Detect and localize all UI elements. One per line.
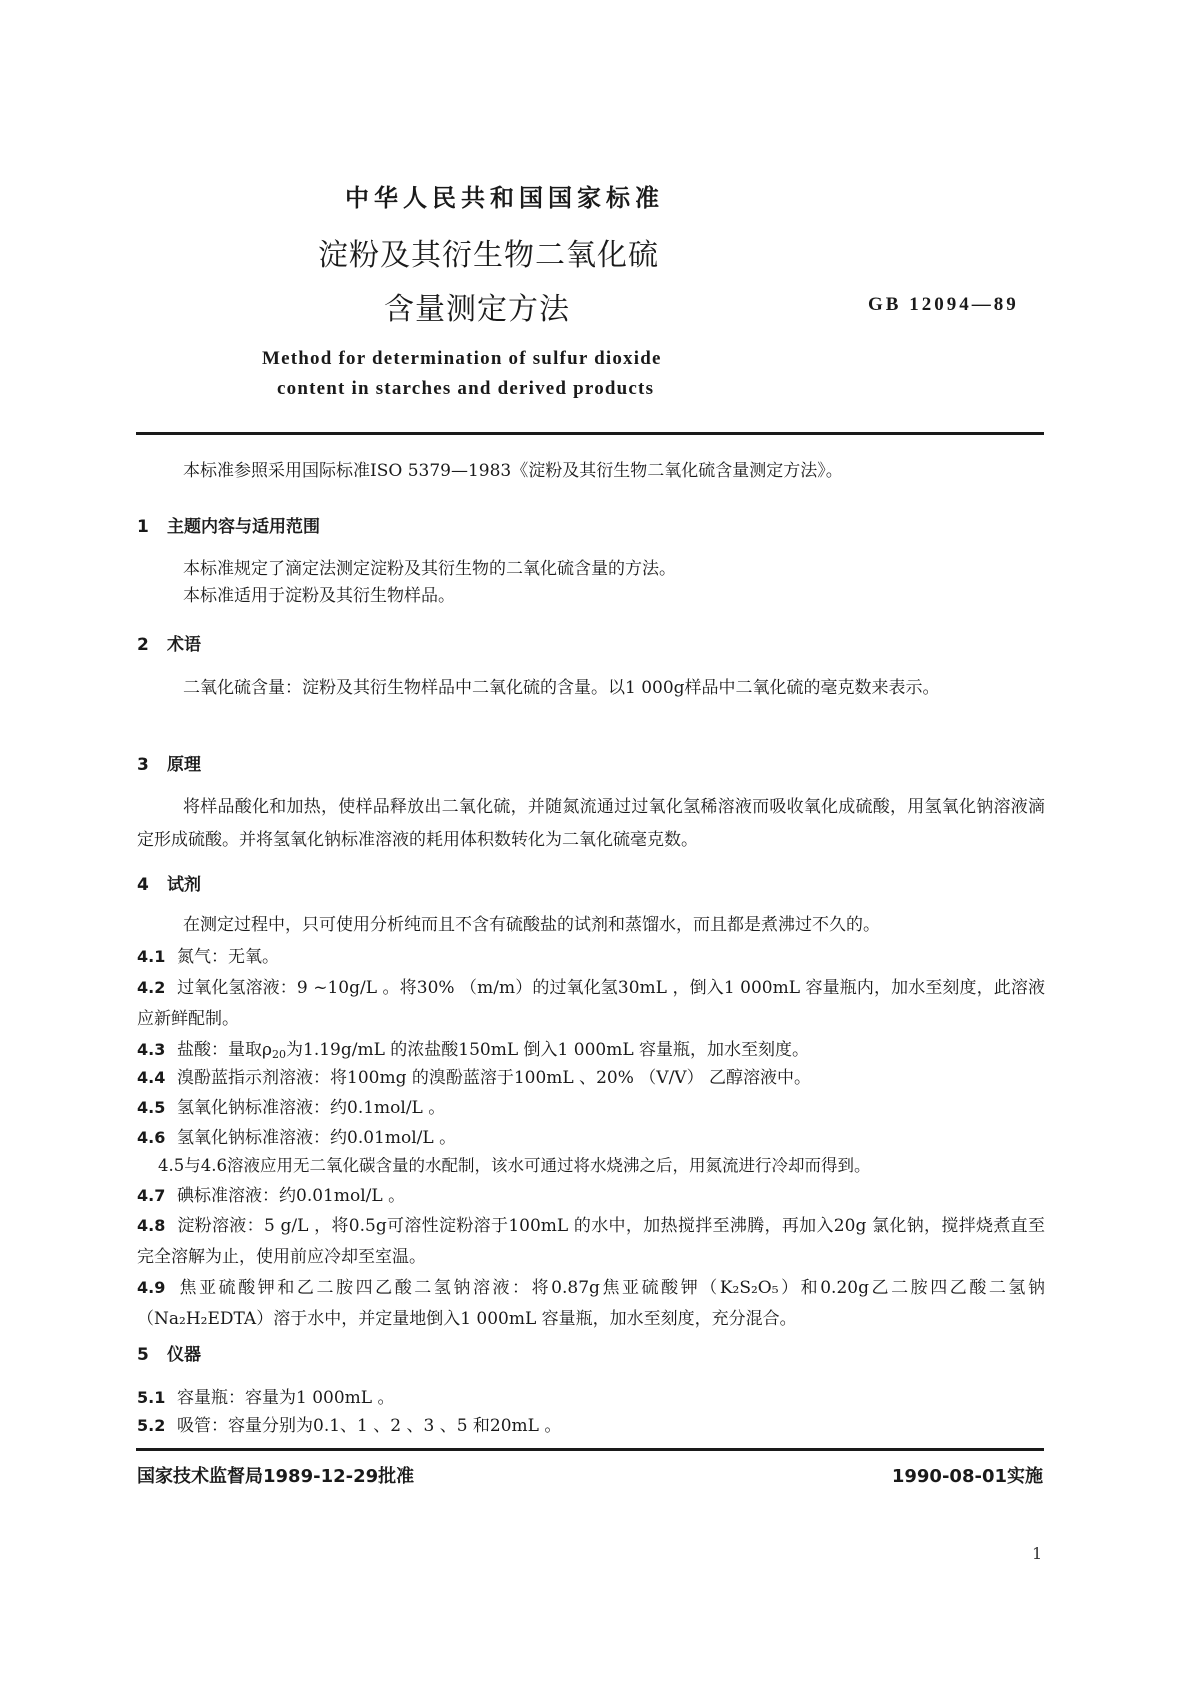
section-title: 主题内容与适用范围 bbox=[167, 517, 320, 537]
clause-number: 4.7 bbox=[137, 1186, 166, 1205]
section-title: 术语 bbox=[167, 635, 201, 655]
section-1-para-2: 本标准适用于淀粉及其衍生物样品。 bbox=[183, 586, 455, 606]
clause-number: 5.2 bbox=[137, 1416, 166, 1435]
section-5-heading bbox=[137, 1340, 201, 1365]
clause-4-7 bbox=[137, 1180, 1045, 1212]
foreword: 本标准参照采用国际标准ISO 5379—1983《淀粉及其衍生物二氧化硫含量测定方法》。 bbox=[183, 461, 843, 481]
standard-number: GB 12094—89 bbox=[868, 294, 1019, 315]
section-1-heading bbox=[137, 512, 320, 537]
clause-text: 淀粉溶液：5 g/L ，将0.5g可溶性淀粉溶于100mL 的水中，加热搅拌至沸腾，再加入20g 氯化钠，搅拌烧煮直至完全溶解为止，使用前应冷却至室温。 bbox=[137, 1216, 1045, 1267]
section-number: 3 bbox=[137, 755, 149, 775]
title-zh-line1: 淀粉及其衍生物二氧化硫 bbox=[318, 238, 659, 273]
section-number: 4 bbox=[137, 875, 149, 895]
clause-4-2 bbox=[137, 972, 1045, 1035]
clause-number: 4.5 bbox=[137, 1098, 166, 1117]
title-en-line1: Method for determination of sulfur dioxide bbox=[262, 348, 662, 369]
section-4-heading bbox=[137, 870, 201, 895]
clause-subscript: 20 bbox=[272, 1048, 286, 1061]
section-title: 试剂 bbox=[167, 875, 201, 895]
clause-number: 4.2 bbox=[137, 978, 166, 997]
section-title: 仪器 bbox=[167, 1345, 201, 1365]
clause-number: 4.1 bbox=[137, 947, 166, 966]
effective-date: 1990-08-01实施 bbox=[891, 1466, 1043, 1487]
section-number: 1 bbox=[137, 517, 149, 537]
clause-text: 容量瓶：容量为1 000mL 。 bbox=[177, 1388, 395, 1408]
clause-text-after: 为1.19g/mL 的浓盐酸150mL 倒入1 000mL 容量瓶，加水至刻度。 bbox=[286, 1040, 810, 1060]
section-title: 原理 bbox=[167, 755, 201, 775]
top-rule bbox=[136, 432, 1044, 435]
clause-4-9 bbox=[137, 1272, 1045, 1335]
section-3-heading bbox=[137, 750, 201, 775]
section-4-intro: 在测定过程中，只可使用分析纯而且不含有硫酸盐的试剂和蒸馏水，而且都是煮沸过不久的。 bbox=[183, 915, 880, 935]
clause-5-2 bbox=[137, 1410, 1045, 1442]
clause-text: 焦亚硫酸钾和乙二胺四乙酸二氢钠溶液：将0.87g焦亚硫酸钾（K₂S₂O₅）和0.20g乙二胺四乙酸二氢钠（Na₂H₂EDTA）溶于水中，并定量地倒入1 000mL 容量瓶，加水至刻度，充分混合。 bbox=[137, 1278, 1045, 1329]
clause-number: 4.8 bbox=[137, 1216, 166, 1235]
title-en-line2: content in starches and derived products bbox=[277, 378, 655, 399]
clause-number: 4.9 bbox=[137, 1278, 166, 1297]
clause-number: 4.3 bbox=[137, 1040, 166, 1059]
title-zh-line2: 含量测定方法 bbox=[384, 292, 570, 327]
bottom-rule bbox=[136, 1448, 1044, 1451]
section-number: 2 bbox=[137, 635, 149, 655]
section-3-para-1: 将样品酸化和加热，使样品释放出二氧化硫，并随氮流通过过氧化氢稀溶液而吸收氧化成硫酸，用氢氧化钠溶液滴定形成硫酸。并将氢氧化钠标准溶液的耗用体积数转化为二氧化硫毫克数。 bbox=[137, 797, 1045, 850]
clause-text: 氢氧化钠标准溶液：约0.1mol/L 。 bbox=[177, 1098, 446, 1118]
clause-number: 4.4 bbox=[137, 1068, 166, 1087]
page-number: 1 bbox=[1032, 1544, 1043, 1563]
section-2-para-1: 二氧化硫含量：淀粉及其衍生物样品中二氧化硫的含量。以1 000g样品中二氧化硫的毫克数来表示。 bbox=[183, 678, 940, 698]
clause-text: 溴酚蓝指示剂溶液：将100mg 的溴酚蓝溶于100mL 、20% （V/V） 乙醇溶液中。 bbox=[177, 1068, 811, 1088]
national-standard-heading: 中华人民共和国国家标准 bbox=[345, 184, 664, 212]
clause-text: 氢氧化钠标准溶液：约0.01mol/L 。 bbox=[177, 1128, 457, 1148]
clause-4-5 bbox=[137, 1092, 1045, 1124]
clause-4-5-4-6-note: 4.5与4.6溶液应用无二氧化碳含量的水配制，该水可通过将水烧沸之后，用氮流进行冷却而得到。 bbox=[158, 1156, 871, 1175]
approval-date: 国家技术监督局1989-12-29批准 bbox=[137, 1466, 415, 1487]
clause-text: 氮气：无氧。 bbox=[177, 947, 279, 967]
section-2-heading bbox=[137, 630, 201, 655]
clause-text: 吸管：容量分别为0.1、1 、2 、3 、5 和20mL 。 bbox=[177, 1416, 562, 1436]
section-number: 5 bbox=[137, 1345, 149, 1365]
clause-4-8 bbox=[137, 1210, 1045, 1273]
section-1-para-1: 本标准规定了滴定法测定淀粉及其衍生物的二氧化硫含量的方法。 bbox=[183, 559, 676, 579]
clause-4-1 bbox=[137, 941, 1045, 973]
clause-4-4 bbox=[137, 1062, 1045, 1094]
clause-text-before: 盐酸：量取ρ bbox=[177, 1040, 272, 1060]
clause-text: 碘标准溶液：约0.01mol/L 。 bbox=[177, 1186, 406, 1206]
clause-number: 5.1 bbox=[137, 1388, 166, 1407]
clause-text: 过氧化氢溶液：9 ~10g/L 。将30% （m/m）的过氧化氢30mL ，倒入1 000mL 容量瓶内，加水至刻度，此溶液应新鲜配制。 bbox=[137, 978, 1045, 1029]
clause-number: 4.6 bbox=[137, 1128, 166, 1147]
